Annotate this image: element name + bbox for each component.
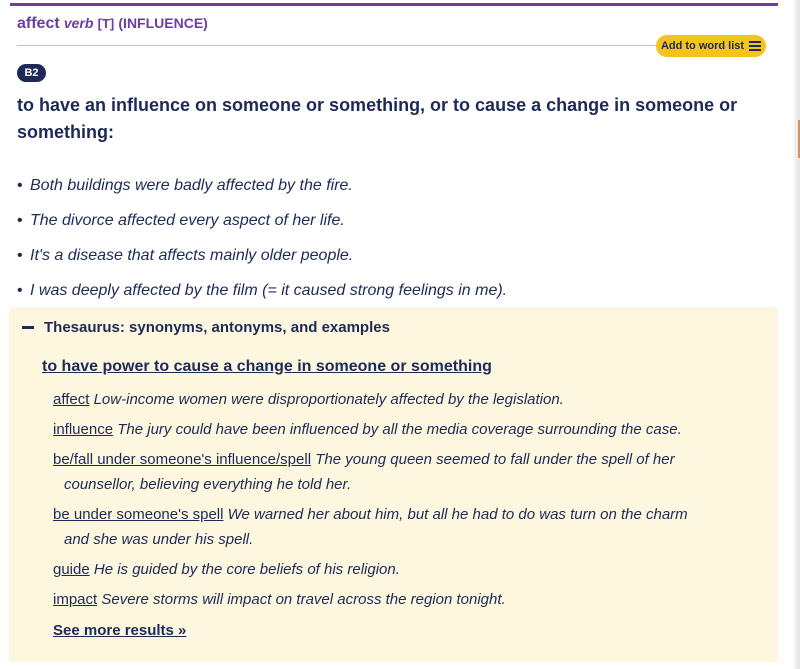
top-divider (10, 3, 778, 6)
example-text: I was deeply affected by the film (= it caused strong feelings in me). (30, 281, 508, 299)
thesaurus-example: We warned her about him, but all he had to do was turn on the charm (227, 506, 688, 523)
thesaurus-term-link[interactable]: affect (53, 391, 90, 408)
thesaurus-example: Low-income women were disproportionately affected by the legislation. (93, 391, 564, 408)
thesaurus-subheading-link[interactable]: to have power to cause a change in someone or something (42, 358, 492, 375)
thesaurus-example-continuation: and she was under his spell. (64, 531, 254, 548)
thesaurus-term-link[interactable]: influence (53, 421, 114, 438)
thesaurus-entry (53, 417, 768, 442)
cefr-level-badge: B2 (17, 64, 46, 82)
guideword: (INFLUENCE) (118, 15, 208, 31)
minus-icon (22, 326, 34, 329)
part-of-speech: verb (63, 15, 94, 31)
example-item (17, 203, 507, 238)
headword: affect (17, 15, 60, 32)
example-item (17, 273, 507, 308)
example-text: It's a disease that affects mainly older people. (30, 246, 354, 264)
thesaurus-example-continuation: counsellor, believing everything he told her. (64, 476, 352, 493)
thesaurus-title: Thesaurus: synonyms, antonyms, and examples (44, 319, 390, 336)
thesaurus-entry (53, 502, 768, 552)
add-to-word-list-button[interactable] (656, 35, 766, 57)
example-text: The divorce affected every aspect of her life. (30, 211, 345, 229)
thesaurus-term-link[interactable]: impact (53, 591, 98, 608)
thesaurus-term-link[interactable]: be/fall under someone's influence/spell (53, 451, 312, 468)
example-item (17, 168, 507, 203)
bullet-icon: • (17, 211, 23, 229)
list-icon (749, 41, 761, 51)
bullet-icon: • (17, 246, 23, 264)
thesaurus-toggle[interactable] (22, 319, 390, 336)
see-more-results-link[interactable]: See more results » (53, 622, 187, 639)
headword-line (17, 15, 208, 33)
page-scroll-edge (794, 0, 800, 669)
thesaurus-entry (53, 587, 768, 612)
examples-list (17, 168, 507, 308)
example-item (17, 238, 507, 273)
thesaurus-example: The jury could have been influenced by all the media coverage surrounding the case. (117, 421, 682, 438)
thesaurus-example: Severe storms will impact on travel across the region tonight. (101, 591, 506, 608)
example-text: Both buildings were badly affected by the fire. (30, 176, 353, 194)
bullet-icon: • (17, 176, 23, 194)
thesaurus-term-link[interactable]: be under someone's spell (53, 506, 224, 523)
thesaurus-entry (53, 387, 768, 412)
add-to-word-list-label: Add to word list (660, 40, 745, 52)
thesaurus-term-link[interactable]: guide (53, 561, 90, 578)
thesaurus-example: He is guided by the core beliefs of his religion. (93, 561, 400, 578)
thesaurus-example: The young queen seemed to fall under the spell of her (315, 451, 675, 468)
thesaurus-entry (53, 447, 768, 497)
definition-text: to have an influence on someone or something, or to cause a change in someone or something: (17, 95, 738, 142)
thesaurus-entry (53, 557, 768, 582)
bullet-icon: • (17, 281, 23, 299)
thesaurus-entries (53, 387, 768, 617)
thesaurus-panel (9, 307, 778, 662)
headword-underline (17, 45, 757, 46)
grammar-code: [T] (97, 16, 115, 31)
